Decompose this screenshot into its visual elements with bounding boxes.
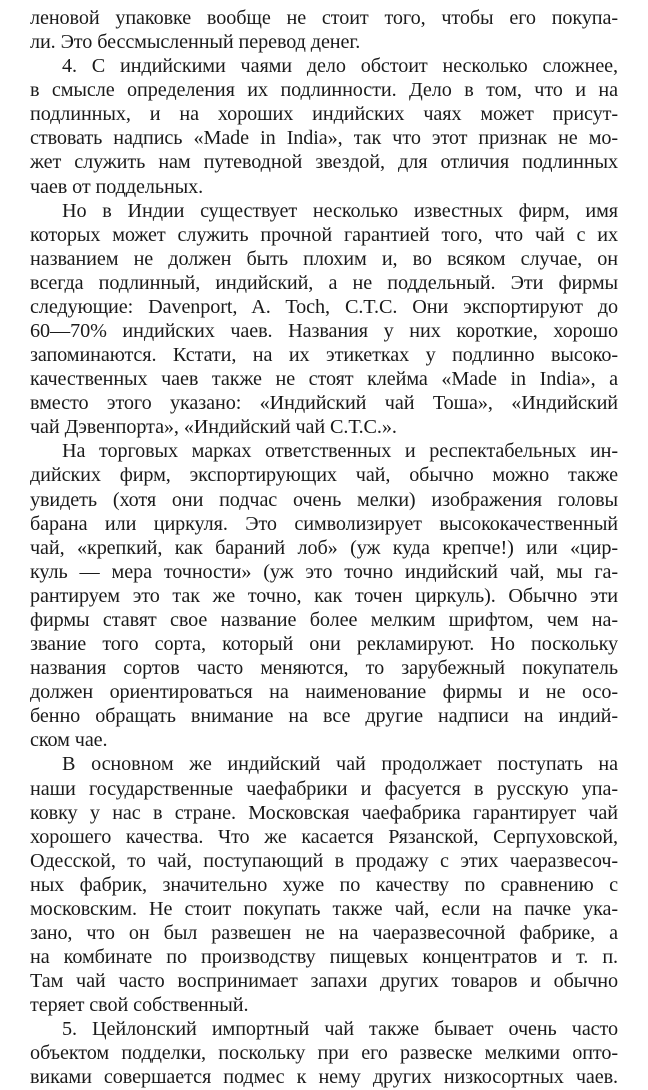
text-line: бенно обращать внимание на все другие надписи на индий- <box>30 705 618 728</box>
text-line: хорошего качества. Что же касается Рязанской, Серпуховской, <box>30 825 618 848</box>
text-line: барана или циркуля. Это символизирует высококачественный <box>30 512 618 535</box>
text-line: объектом подделки, поскольку при его развеске мелкими опто- <box>30 1042 618 1065</box>
text-line: на комбинате по производству пищевых концентратов и т. п. <box>30 946 618 969</box>
text-line: чай, «крепкий, как бараний лоб» (уж куда крепче!) или «цир- <box>30 536 618 559</box>
paragraph <box>30 6 618 54</box>
text-line: дийских фирм, экспортирующих чай, обычно можно также <box>30 464 618 487</box>
text-line: 4. С индийскими чаями дело обстоит несколько сложнее, <box>62 55 618 78</box>
text-line: в смысле определения их подлинности. Дело в том, что и на <box>30 79 618 102</box>
paragraph <box>30 54 618 198</box>
text-line: Одесской, то чай, поступающий в продажу с этих чаеразвесоч- <box>30 849 618 872</box>
text-line: названием не должен быть плохим и, во всяком случае, он <box>30 247 618 270</box>
text-line: Там чай часто воспринимает запахи других товаров и обычно <box>30 970 618 993</box>
text-line: которых может служить прочной гарантией того, что чай с их <box>30 223 618 246</box>
text-line: куль — мера точности» (уж это точно индийский чай, мы га- <box>30 560 618 583</box>
text-line: ковку у нас в стране. Московская чаефабрика гарантирует чай <box>30 801 618 824</box>
paragraph <box>30 199 618 440</box>
text-line: На торговых марках ответственных и респектабельных ин- <box>62 440 618 463</box>
text-line: теряет свой собственный. <box>30 994 249 1017</box>
text-line: названия сортов часто меняются, то зарубежный покупатель <box>30 657 618 680</box>
text-line: леновой упаковке вообще не стоит того, чтобы его покупа- <box>30 7 618 29</box>
text-line: виками совершается подмес к нему других низкосортных чаев. <box>30 1066 618 1089</box>
text-line: подлинных, и на хороших индийских чаях может присут- <box>30 103 618 126</box>
text-line: вместо этого указано: «Индийский чай Тоша», «Индийский <box>30 392 618 415</box>
text-line: 60—70% индийских чаев. Названия у них короткие, хорошо <box>30 320 618 343</box>
text-line: увидеть (хотя они подчас очень мелки) изображения головы <box>30 488 618 511</box>
paragraph <box>30 439 618 752</box>
text-line: рантируем это так же точно, как точен циркуль). Обычно эти <box>30 584 618 607</box>
text-line: следующие: Davenport, A. Toch, C.T.C. Они экспортируют до <box>30 295 618 318</box>
text-line: ском чае. <box>30 729 108 752</box>
paragraph <box>30 752 618 1017</box>
text-line: Но в Индии существует несколько известных фирм, имя <box>62 199 618 222</box>
book-page <box>30 6 618 1090</box>
text-line: звание того сорта, который они рекламируют. Но поскольку <box>30 633 618 656</box>
text-line: чаев от поддельных. <box>30 175 204 198</box>
text-line: 5. Цейлонский импортный чай также бывает очень часто <box>62 1018 618 1041</box>
text-line: зано, что он был развешен не на чаеразвесочной фабрике, а <box>30 921 618 944</box>
text-line: запоминаются. Кстати, на их этикетках у подлинно высоко- <box>30 344 618 367</box>
text-line: всегда подлинный, индийский, а не поддельный. Эти фирмы <box>30 271 618 294</box>
text-line: ли. Это бессмысленный перевод денег. <box>30 31 361 54</box>
text-line: должен ориентироваться на наименование фирмы и не осо- <box>30 681 618 704</box>
text-line: чай Дэвенпорта», «Индийский чай С.Т.С.». <box>30 416 397 439</box>
text-line: московским. Не стоит покупать также чай, если на пачке ука- <box>30 897 618 920</box>
text-line: наши государственные чаефабрики и фасуется в русскую упа- <box>30 777 618 800</box>
text-line: фирмы ставят свое название более мелким шрифтом, чем на- <box>30 608 618 631</box>
text-line: ных фабрик, значительно хуже по качеству по сравнению с <box>30 873 618 896</box>
text-line: качественных чаев также не стоят клейма «Made in India», а <box>30 368 618 391</box>
text-line: В основном же индийский чай продолжает поступать на <box>62 753 618 776</box>
text-line: ствовать надпись «Made in India», так что этот признак не мо- <box>30 127 618 150</box>
text-line: жет служить нам путеводной звездой, для отличия подлинных <box>30 151 618 174</box>
paragraph <box>30 1017 618 1089</box>
